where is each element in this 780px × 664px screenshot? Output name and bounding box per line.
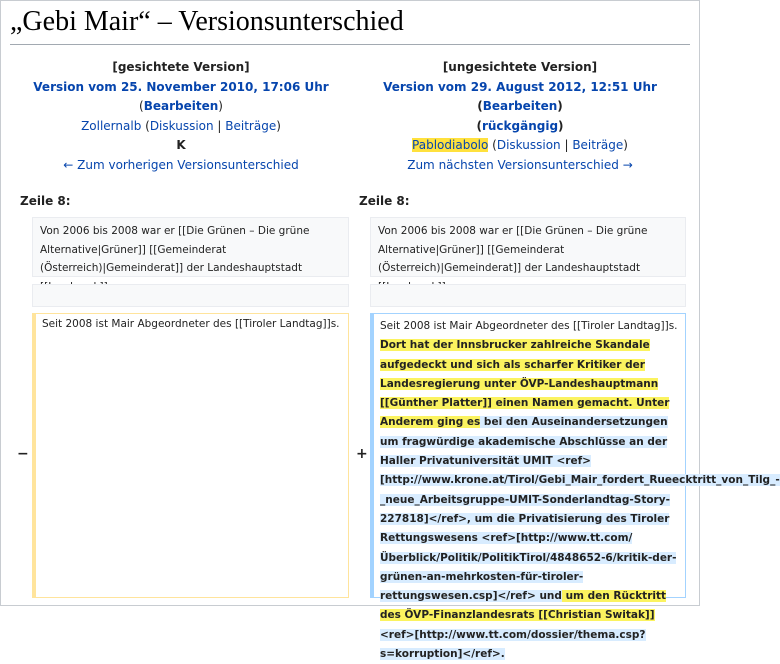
added-text-tail: <ref>[http://www.tt.com/dossier/thema.csp?s=korruption]</ref>.	[380, 628, 646, 661]
added-text-highlight-1: Dort hat der Innsbrucker zahlreiche Skandale aufgedeckt und sich als scharfer Kritiker der Landesregierung unter ÖVP-Landeshauptmann [[Günther Platter]] einen Namen gemacht. Unter Anderem ging es	[380, 339, 670, 429]
next-diff-link[interactable]: Zum nächsten Versionsunterschied →	[407, 157, 633, 172]
paren: (	[488, 138, 497, 152]
undo-link[interactable]: rückgängig	[481, 118, 559, 133]
old-line-number: Zeile 8:	[20, 194, 71, 208]
added-text-refs: bei den Auseinandersetzungen um fragwürdige akademische Abschlüsse an der Haller Privatuniversität UMIT <ref>[http://www.krone.at/Tirol/Gebi_Mair_fordert_Rueecktritt_von_Tilg_-_neue_Arbeitsgruppe-UMIT-Sonderlandtag-Story-227818]</ref>, um die Privatisierung des Tiroler Rettungswesens <ref>[http://www.tt.com/Überblick/Politik/PolitikTirol/4848652-6/kritik-der-grünen-an-mehrkosten-für-tiroler-rettungswesen.csp]</ref> und	[380, 416, 780, 603]
old-edit-summary: K	[176, 138, 186, 152]
paren: (	[476, 118, 482, 133]
new-revision-header	[355, 58, 685, 175]
added-text-unchanged: Seit 2008 ist Mair Abgeordneter des [[Tiroler Landtag]]s.	[380, 320, 678, 332]
old-edit-link[interactable]: Bearbeiten	[143, 99, 219, 113]
separator: |	[560, 138, 573, 152]
old-revision-status: [gesichtete Version]	[112, 60, 250, 74]
new-edit-link[interactable]: Bearbeiten	[482, 99, 558, 113]
new-changed-line	[370, 313, 780, 661]
new-version-link[interactable]: Version vom 29. August 2012, 12:51 Uhr	[383, 79, 657, 94]
new-empty-line	[370, 284, 686, 307]
old-changed-text: Seit 2008 ist Mair Abgeordneter des [[Tiroler Landtag]]s.	[42, 318, 340, 330]
new-user-contribs-link[interactable]: Beiträge	[572, 138, 624, 152]
new-context-line: Von 2006 bis 2008 war er [[Die Grünen – Die grüne Alternative|Grüner]] [[Gemeinderat (Österreich)|Gemeinderat]] der Landeshauptstadt	[370, 217, 686, 277]
old-user-contribs-link[interactable]: Beiträge	[225, 118, 277, 133]
paren: )	[558, 118, 564, 133]
old-revision-header	[16, 58, 346, 175]
old-user-talk-link[interactable]: Diskussion	[149, 118, 214, 133]
previous-diff-link[interactable]: ← Zum vorherigen Versionsunterschied	[63, 157, 299, 172]
separator: |	[213, 118, 226, 133]
paren: )	[276, 118, 281, 133]
old-empty-line	[32, 284, 349, 307]
title-divider	[10, 44, 690, 45]
paren: (	[477, 99, 483, 113]
paren: )	[557, 99, 563, 113]
paren: )	[218, 99, 223, 113]
page-title: „Gebi Mair“ – Versionsunterschied	[10, 6, 404, 37]
old-user-link[interactable]: Zollernalb	[81, 118, 142, 133]
new-user-link[interactable]: Pablodiabolo	[412, 138, 489, 152]
new-revision-status: [ungesichtete Version]	[442, 60, 598, 74]
paren: (	[141, 118, 150, 133]
added-marker: +	[356, 446, 368, 462]
old-context-line: Von 2006 bis 2008 war er [[Die Grünen – Die grüne Alternative|Grüner]] [[Gemeinderat (Österreich)|Gemeinderat]] der Landeshauptstadt	[32, 217, 349, 277]
old-changed-line	[32, 313, 349, 598]
deleted-marker: −	[17, 446, 29, 462]
old-version-link[interactable]: Version vom 25. November 2010, 17:06 Uhr	[33, 79, 329, 94]
paren: )	[623, 138, 628, 152]
paren: (	[139, 99, 144, 113]
new-user-talk-link[interactable]: Diskussion	[496, 138, 561, 152]
added-text-highlight-2: um den Rücktritt des ÖVP-Finanzlandesrats [[Christian Switak]]	[380, 590, 667, 622]
new-line-number: Zeile 8:	[359, 194, 410, 208]
